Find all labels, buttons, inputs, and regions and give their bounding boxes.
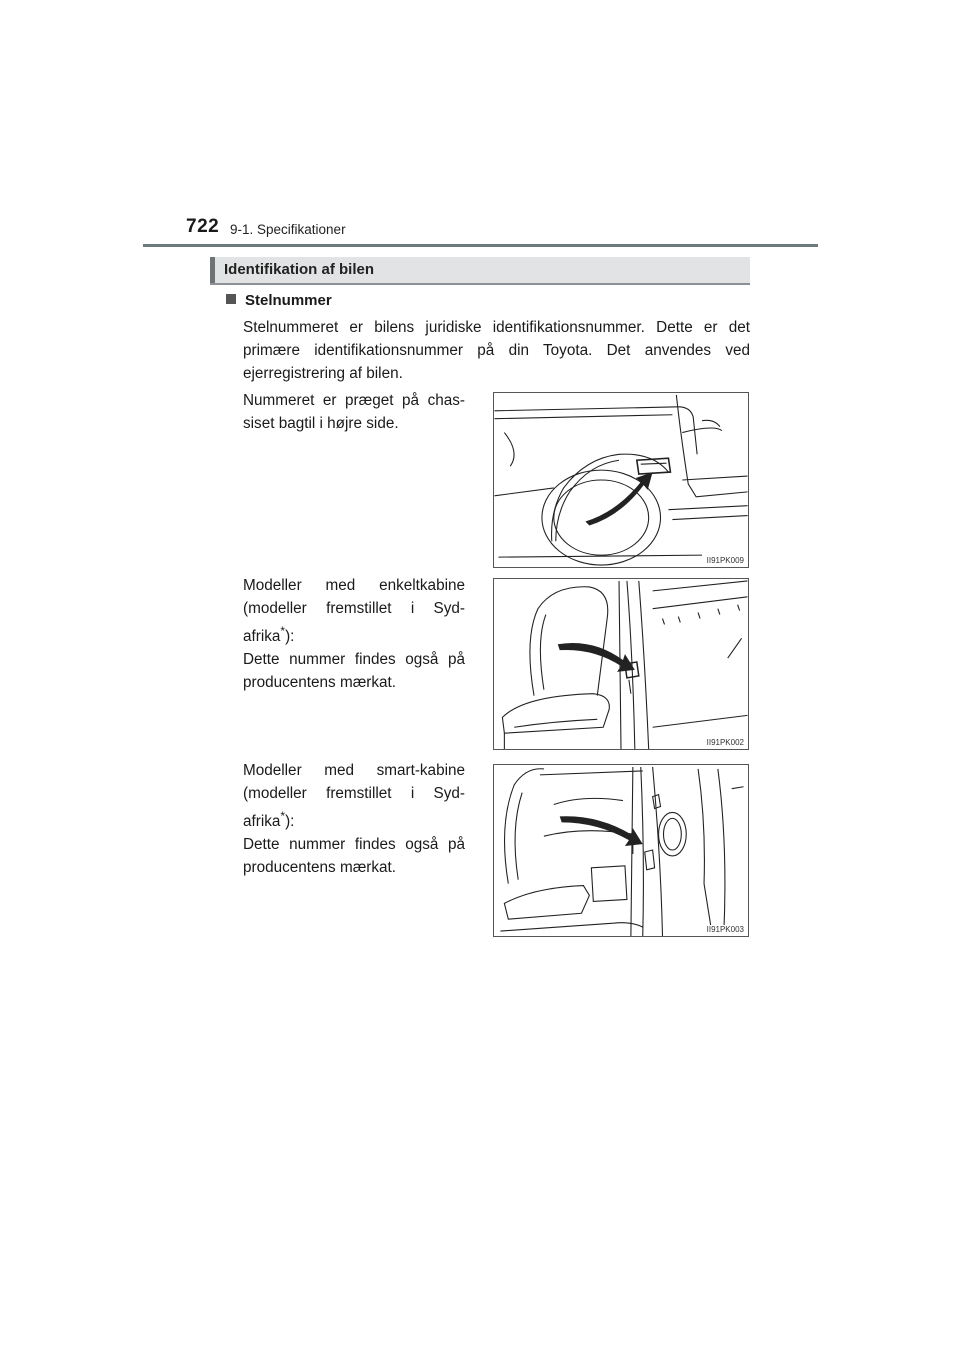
figure-code: II91PK003	[706, 925, 744, 934]
section-heading-bar	[210, 257, 750, 285]
bullet-square-icon	[226, 294, 236, 304]
item-3-note: Dette nummer findes også på producentens mærkat.	[243, 836, 465, 876]
item-2-note: Dette nummer findes også på producentens mærkat.	[243, 651, 465, 691]
chapter-title: 9-1. Specifikationer	[230, 222, 346, 237]
figure-rear-chassis	[493, 392, 749, 568]
rear-chassis-illustration	[494, 393, 748, 567]
item-1-text: Nummeret er præget på chassiset bagtil i højre side.	[243, 392, 465, 432]
item-3-text: Modeller med smart-kabine (modeller fremstillet i Sydafrika*):	[243, 762, 465, 830]
intro-paragraph: Stelnummeret er bilens juridiske identifikationsnummer. Dette er det primære identifikationsnummer på din Toyota. Det anvendes ved ejerregistrering af bilen.	[243, 319, 750, 382]
item-2-text-block	[243, 574, 465, 694]
subsection-title: Stelnummer	[245, 292, 332, 309]
item-3-text-block	[243, 759, 465, 879]
subsection-heading	[226, 292, 332, 309]
single-cab-pillar-illustration	[494, 579, 748, 749]
item-1-text-block	[243, 389, 465, 435]
page-number: 722	[186, 216, 220, 237]
section-title: Identifikation af bilen	[224, 261, 375, 278]
section-accent	[210, 257, 215, 283]
header-divider	[143, 244, 818, 247]
figure-smart-cab-pillar	[493, 764, 749, 937]
figure-single-cab-pillar	[493, 578, 749, 750]
figure-code: II91PK002	[706, 738, 744, 747]
item-2-text: Modeller med enkeltkabine (modeller fremstillet i Sydafrika*):	[243, 577, 465, 645]
smart-cab-pillar-illustration	[494, 765, 748, 936]
figure-code: II91PK009	[706, 556, 744, 565]
